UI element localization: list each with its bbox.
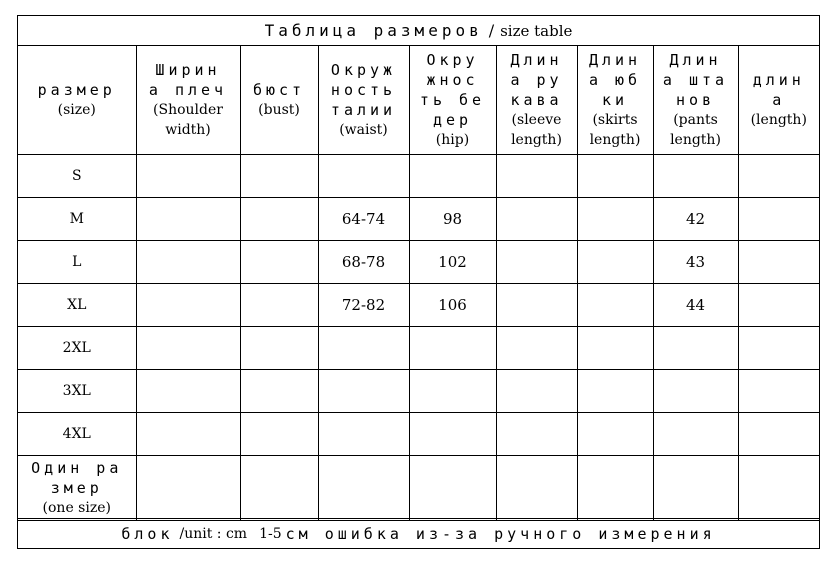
table-cell [738, 198, 819, 241]
table-cell [136, 155, 240, 198]
table-cell [738, 370, 819, 413]
table-cell [240, 456, 318, 521]
table-cell [136, 198, 240, 241]
chart-title [18, 16, 819, 46]
header-row [18, 46, 819, 155]
table-cell [409, 413, 496, 456]
table-cell [318, 413, 409, 456]
note-error-text: см ошибка из-за ручного измерения [285, 524, 716, 543]
table-cell [409, 456, 496, 521]
table-cell [738, 284, 819, 327]
table-cell [240, 370, 318, 413]
note-unit-en: /unit : cm [179, 525, 248, 542]
title-separator: / [488, 21, 495, 40]
table-row [18, 155, 819, 198]
title-russian: Таблица размеров [264, 21, 483, 40]
table-cell [496, 327, 577, 370]
table-cell [653, 370, 738, 413]
table-cell [577, 413, 653, 456]
table-cell [409, 370, 496, 413]
table-cell [577, 327, 653, 370]
table-cell [318, 456, 409, 521]
table-cell [136, 370, 240, 413]
note-range: 1-5 [259, 525, 282, 542]
table-cell [653, 456, 738, 521]
table-cell [496, 456, 577, 521]
table-cell: 72-82 [318, 284, 409, 327]
size-chart [17, 15, 820, 549]
measurement-note [18, 518, 819, 548]
table-cell [136, 456, 240, 521]
size-table [18, 46, 819, 521]
table-row [18, 370, 819, 413]
header-hip: Окру жнос ть бе дер (hip) [409, 46, 496, 155]
note-unit-ru: блок [121, 524, 174, 543]
table-row-one-size [18, 456, 819, 521]
table-cell [738, 456, 819, 521]
header-skirt: Длин а юб ки (skirts length) [577, 46, 653, 155]
table-cell [738, 413, 819, 456]
table-cell [136, 284, 240, 327]
table-row [18, 327, 819, 370]
table-cell [240, 284, 318, 327]
table-cell [409, 327, 496, 370]
table-cell: 98 [409, 198, 496, 241]
size-label: S [18, 155, 136, 198]
size-label: M [18, 198, 136, 241]
table-cell [496, 284, 577, 327]
size-label: 2XL [18, 327, 136, 370]
table-cell [136, 413, 240, 456]
table-cell [496, 413, 577, 456]
title-english: size table [500, 21, 573, 40]
table-cell: 102 [409, 241, 496, 284]
table-cell [496, 241, 577, 284]
size-label: XL [18, 284, 136, 327]
header-waist: Окруж ность талии (waist) [318, 46, 409, 155]
table-cell [409, 155, 496, 198]
table-cell [577, 155, 653, 198]
table-cell [496, 370, 577, 413]
size-label: 3XL [18, 370, 136, 413]
table-cell [136, 241, 240, 284]
table-cell [318, 370, 409, 413]
table-cell [240, 327, 318, 370]
size-label: L [18, 241, 136, 284]
header-sleeve: Длин а ру кава (sleeve length) [496, 46, 577, 155]
table-cell: 64-74 [318, 198, 409, 241]
table-row [18, 413, 819, 456]
header-length: длин а (length) [738, 46, 819, 155]
table-cell [496, 155, 577, 198]
table-row [18, 241, 819, 284]
table-cell [496, 198, 577, 241]
one-size-label: Один ра змер (one size) [18, 456, 136, 521]
table-cell [577, 370, 653, 413]
table-cell [738, 155, 819, 198]
table-row [18, 198, 819, 241]
header-size: размер (size) [18, 46, 136, 155]
table-cell [577, 198, 653, 241]
table-cell [577, 284, 653, 327]
table-cell: 68-78 [318, 241, 409, 284]
table-cell: 43 [653, 241, 738, 284]
table-cell [653, 413, 738, 456]
table-cell [136, 327, 240, 370]
table-cell [318, 327, 409, 370]
table-cell [318, 155, 409, 198]
table-cell [738, 241, 819, 284]
table-cell [577, 456, 653, 521]
table-cell [577, 241, 653, 284]
table-cell [240, 413, 318, 456]
table-cell [738, 327, 819, 370]
table-cell [240, 155, 318, 198]
table-cell: 106 [409, 284, 496, 327]
table-cell: 42 [653, 198, 738, 241]
header-bust: бюст (bust) [240, 46, 318, 155]
header-shoulder: Ширин а плеч (Shoulder width) [136, 46, 240, 155]
table-cell [240, 198, 318, 241]
table-cell: 44 [653, 284, 738, 327]
table-cell [653, 327, 738, 370]
table-cell [653, 155, 738, 198]
size-label: 4XL [18, 413, 136, 456]
header-pants: Длин а шта нов (pants length) [653, 46, 738, 155]
table-cell [240, 241, 318, 284]
table-row [18, 284, 819, 327]
